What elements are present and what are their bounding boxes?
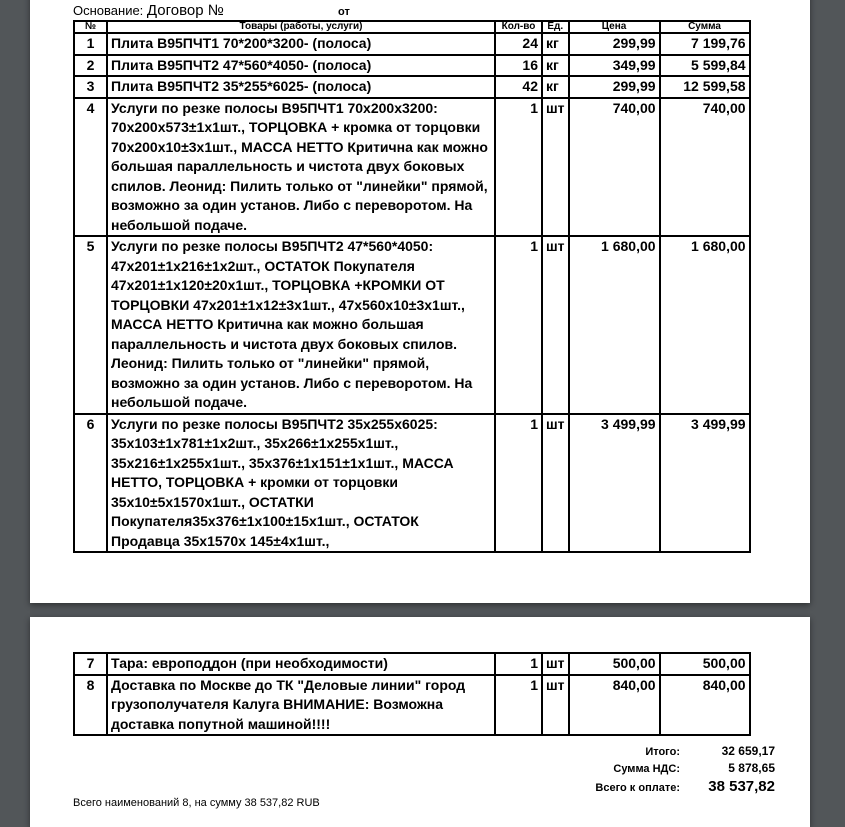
- row-number: 1: [74, 33, 107, 55]
- row-sum: 5 599,84: [660, 55, 750, 77]
- row-qty: 1: [495, 653, 542, 675]
- table-row: [74, 675, 750, 736]
- document-page-1: [30, 0, 810, 603]
- row-sum: 840,00: [660, 675, 750, 736]
- row-number: 3: [74, 76, 107, 98]
- row-sum: 3 499,99: [660, 414, 750, 553]
- subtotal-label: Итого:: [645, 746, 680, 758]
- grand-total-label: Всего к оплате:: [595, 782, 680, 794]
- col-header-unit: Ед.: [542, 21, 569, 33]
- row-sum: 1 680,00: [660, 236, 750, 414]
- grand-total-row: [540, 778, 775, 795]
- table-row: [74, 33, 750, 55]
- row-price: 500,00: [569, 653, 660, 675]
- row-unit: шт: [542, 236, 569, 414]
- row-unit: кг: [542, 76, 569, 98]
- vat-label: Сумма НДС:: [613, 763, 680, 775]
- col-header-goods: Товары (работы, услуги): [107, 21, 495, 33]
- vat-row: [540, 761, 775, 778]
- row-price: 349,99: [569, 55, 660, 77]
- row-qty: 24: [495, 33, 542, 55]
- row-unit: шт: [542, 414, 569, 553]
- row-qty: 16: [495, 55, 542, 77]
- col-header-number: №: [74, 21, 107, 33]
- col-header-qty: Кол-во: [495, 21, 542, 33]
- row-number: 2: [74, 55, 107, 77]
- row-name: Услуги по резке полосы В95ПЧТ2 47*560*4050: 47х201±1х216±1х2шт., ОСТАТОК Покупателя 47х201±1х120±20х1шт., ТОРЦОВКА +КРОМКИ ОТ ТОРЦОВКИ 47х201±1х12±3х1шт., 47х560х10±3х1шт., МАССА НЕТТО Критична как можно большая параллельность и чистота двух боковых спилов. Леонид: Пилить только от "линейки" прямой, возможно за один установ. Либо с переворотом. На небольшой подаче.: [107, 236, 495, 414]
- row-price: 299,99: [569, 76, 660, 98]
- table-row: [74, 98, 750, 237]
- basis-from: от: [338, 6, 350, 18]
- row-price: 3 499,99: [569, 414, 660, 553]
- items-table-continued: [73, 652, 751, 736]
- document-page-2: [30, 617, 810, 827]
- col-header-price: Цена: [569, 21, 660, 33]
- basis-line: [73, 2, 224, 19]
- row-qty: 42: [495, 76, 542, 98]
- row-number: 8: [74, 675, 107, 736]
- row-price: 840,00: [569, 675, 660, 736]
- row-sum: 7 199,76: [660, 33, 750, 55]
- row-number: 5: [74, 236, 107, 414]
- row-name: Доставка по Москве до ТК "Деловые линии" город грузополучателя Калуга ВНИМАНИЕ: Возможна доставка попутной машиной!!!!: [107, 675, 495, 736]
- table-header-row: [74, 21, 750, 33]
- row-number: 4: [74, 98, 107, 237]
- row-number: 7: [74, 653, 107, 675]
- items-summary: Всего наименований 8, на сумму 38 537,82 RUB: [73, 797, 320, 809]
- table-row: [74, 55, 750, 77]
- row-name: Плита В95ПЧТ2 47*560*4050- (полоса): [107, 55, 495, 77]
- col-header-sum: Сумма: [660, 21, 750, 33]
- table-row: [74, 236, 750, 414]
- row-price: 1 680,00: [569, 236, 660, 414]
- row-name: Услуги по резке полосы В95ПЧТ2 35х255х6025: 35х103±1х781±1х2шт., 35х266±1х255х1шт., 35х216±1х255х1шт., 35х376±1х151±1х1шт., МАССА НЕТТО, ТОРЦОВКА + кромки от торцовки 35х10±5х1570х1шт., ОСТАТКИ Покупателя35х376±1х100±15х1шт., ОСТАТОК Продавца 35х1570х 145±4х1шт.,: [107, 414, 495, 553]
- row-qty: 1: [495, 98, 542, 237]
- row-name: Плита В95ПЧТ2 35*255*6025- (полоса): [107, 76, 495, 98]
- row-name: Услуги по резке полосы В95ПЧТ1 70х200х3200: 70х200х573±1х1шт., ТОРЦОВКА + кромка от торцовки 70х200х10±3х1шт., МАССА НЕТТО Критична как можно большая параллельность и чистота двух боковых спилов. Леонид: Пилить только от "линейки" прямой, возможно за один установ. Либо с переворотом. На небольшой подаче.: [107, 98, 495, 237]
- row-name: Плита В95ПЧТ1 70*200*3200- (полоса): [107, 33, 495, 55]
- totals-block: [540, 744, 775, 795]
- row-number: 6: [74, 414, 107, 553]
- items-table: [73, 20, 751, 553]
- table-row: [74, 653, 750, 675]
- basis-contract: Договор №: [146, 2, 224, 19]
- row-unit: шт: [542, 675, 569, 736]
- row-unit: кг: [542, 33, 569, 55]
- grand-total-value: 38 537,82: [708, 778, 775, 795]
- table-row: [74, 76, 750, 98]
- table-row: [74, 414, 750, 553]
- row-name: Тара: европоддон (при необходимости): [107, 653, 495, 675]
- row-qty: 1: [495, 675, 542, 736]
- row-qty: 1: [495, 414, 542, 553]
- vat-value: 5 878,65: [728, 761, 775, 775]
- row-sum: 12 599,58: [660, 76, 750, 98]
- subtotal-row: [540, 744, 775, 761]
- subtotal-value: 32 659,17: [721, 744, 775, 758]
- row-unit: шт: [542, 653, 569, 675]
- row-qty: 1: [495, 236, 542, 414]
- row-sum: 500,00: [660, 653, 750, 675]
- row-unit: шт: [542, 98, 569, 237]
- row-price: 299,99: [569, 33, 660, 55]
- basis-label: Основание:: [73, 3, 144, 18]
- row-unit: кг: [542, 55, 569, 77]
- row-sum: 740,00: [660, 98, 750, 237]
- row-price: 740,00: [569, 98, 660, 237]
